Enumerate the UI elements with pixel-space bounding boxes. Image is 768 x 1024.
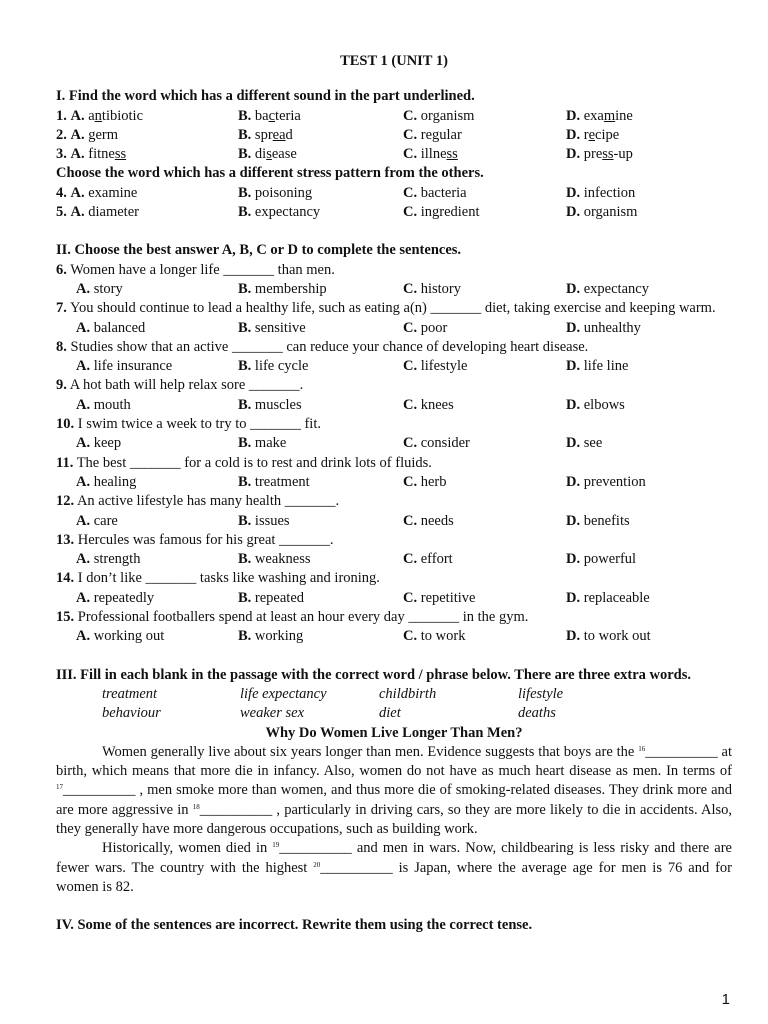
worksheet-page — [56, 52, 732, 935]
question-stem: 12. An active lifestyle has many health _______. — [56, 493, 340, 510]
question-stem: 14. I don’t like _______ tasks like washing and ironing. — [56, 570, 380, 587]
question-row: 3. A. fitness B. disease C. illness D. press-up — [56, 146, 633, 163]
option-b: B. working — [238, 628, 304, 645]
option-a: A. care — [76, 512, 118, 529]
question-stem: 10. I swim twice a week to try to _______ fit. — [56, 416, 321, 433]
answer-options — [56, 512, 732, 531]
option-a: A. balanced — [76, 319, 146, 336]
option-b: B. muscles — [238, 396, 302, 413]
option-b: B. life cycle — [238, 358, 309, 375]
option-a: A. strength — [76, 551, 141, 568]
question-stem: 11. The best _______ for a cold is to rest and drink lots of fluids. — [56, 454, 432, 471]
blank-number: 16 — [638, 744, 646, 753]
option-a: A. mouth — [76, 396, 131, 413]
word-bank-item: behaviour — [102, 705, 161, 722]
option-d: D. prevention — [566, 473, 646, 490]
section-1-heading: I. Find the word which has a different sound in the part underlined. — [56, 88, 475, 105]
option-d: D. elbows — [566, 396, 625, 413]
option-d: D. to work out — [566, 628, 651, 645]
option-d: D. powerful — [566, 551, 637, 568]
section-2-heading: II. Choose the best answer A, B, C or D to complete the sentences. — [56, 242, 462, 259]
option-c: C. consider — [403, 435, 470, 452]
question-stem: 8. Studies show that an active _______ can reduce your chance of developing heart disease. — [56, 338, 589, 355]
option-a: A. story — [76, 280, 123, 297]
mcq-list — [56, 261, 732, 647]
option-b: B. issues — [238, 512, 290, 529]
word-bank-row — [56, 704, 732, 723]
option-c: C. repetitive — [403, 589, 476, 606]
option-b: B. treatment — [238, 473, 310, 490]
option-a: A. repeatedly — [76, 589, 155, 606]
word-bank-row — [56, 685, 732, 704]
stress-heading: Choose the word which has a different stress pattern from the others. — [56, 165, 484, 182]
passage-title: Why Do Women Live Longer Than Men? — [265, 724, 523, 741]
answer-options — [56, 627, 732, 646]
word-bank-item: lifestyle — [518, 685, 564, 702]
question-stem: 13. Hercules was famous for his great _______. — [56, 531, 334, 548]
section-3-heading: III. Fill in each blank in the passage with the correct word / phrase below. There are three extra words. — [56, 666, 692, 683]
word-bank-item: weaker sex — [240, 705, 305, 722]
option-d: D. life line — [566, 358, 629, 375]
option-d: D. unhealthy — [566, 319, 641, 336]
option-b: B. sensitive — [238, 319, 306, 336]
answer-options — [56, 396, 732, 415]
page-number: 1 — [721, 991, 730, 1008]
blank-number: 19 — [272, 841, 280, 850]
question-row: 2. A. germ B. spread C. regular D. recipe — [56, 126, 620, 143]
answer-options — [56, 357, 732, 376]
question-stem: 6. Women have a longer life _______ than men. — [56, 261, 335, 278]
option-b: B. repeated — [238, 589, 305, 606]
word-bank-item: diet — [379, 705, 401, 722]
option-b: B. make — [238, 435, 287, 452]
option-d: D. expectancy — [566, 280, 649, 297]
option-a: A. healing — [76, 473, 137, 490]
word-bank-item: treatment — [102, 685, 158, 702]
option-c: C. needs — [403, 512, 454, 529]
answer-options — [56, 280, 732, 299]
option-b: B. weakness — [238, 551, 311, 568]
question-stem: 9. A hot bath will help relax sore _______. — [56, 377, 304, 394]
blank-number: 20 — [313, 860, 321, 869]
option-d: D. benefits — [566, 512, 630, 529]
word-bank-item: childbirth — [379, 685, 437, 702]
answer-options — [56, 434, 732, 453]
section-4-heading: IV. Some of the sentences are incorrect. Rewrite them using the correct tense. — [56, 917, 533, 934]
option-a: A. life insurance — [76, 358, 173, 375]
blank-number: 18 — [192, 802, 200, 811]
answer-options — [56, 319, 732, 338]
option-c: C. knees — [403, 396, 454, 413]
blank-number: 17 — [56, 783, 63, 792]
option-c: C. poor — [403, 319, 448, 336]
question-stem: 7. You should continue to lead a healthy life, such as eating a(n) _______ diet, taking exercise and keeping warm. — [56, 300, 716, 317]
question-row: 5. A. diameter B. expectancy C. ingredient D. organism — [56, 204, 638, 221]
option-c: C. history — [403, 280, 462, 297]
question-row: 1. A. antibiotic B. bacteria C. organism D. examine — [56, 107, 633, 124]
option-d: D. replaceable — [566, 589, 650, 606]
option-c: C. herb — [403, 473, 447, 490]
question-stem: 15. Professional footballers spend at least an hour every day _______ in the gym. — [56, 609, 529, 626]
question-row: 4. A. examine B. poisoning C. bacteria D. infection — [56, 184, 636, 201]
passage-paragraph-1: Women generally live about six years longer than men. Evidence suggests that boys are the $^{16}$__________ at birth, which means that more die in infancy. Also, women do not have as much heart disease as men. In terms of $^{17}$__________ , men smoke more than women, and thus more die of smoking-related diseases. They drink more and are more aggressive in $^{18}$__________ , particularly in driving cars, so they are more likely to die in accidents. Also, they generally have more dangerous occupations, such as building work. — [56, 743, 733, 837]
answer-options — [56, 550, 732, 569]
answer-options — [56, 473, 732, 492]
option-c: C. effort — [403, 551, 453, 568]
option-c: C. lifestyle — [403, 358, 468, 375]
word-bank-item: deaths — [518, 705, 556, 722]
option-b: B. membership — [238, 280, 327, 297]
option-a: A. working out — [76, 628, 165, 645]
option-d: D. see — [566, 435, 603, 452]
passage-paragraph-2: Historically, women died in $^{19}$__________ and men in wars. Now, childbearing is less risky and there are fewer wars. The country with the highest $^{20}$__________ is Japan, where the average age for men is 76 and for women is 82. — [56, 840, 732, 895]
test-title: TEST 1 (UNIT 1) — [340, 53, 448, 69]
option-c: C. to work — [403, 628, 466, 645]
word-bank-item: life expectancy — [240, 685, 327, 702]
option-a: A. keep — [76, 435, 122, 452]
answer-options — [56, 589, 732, 608]
